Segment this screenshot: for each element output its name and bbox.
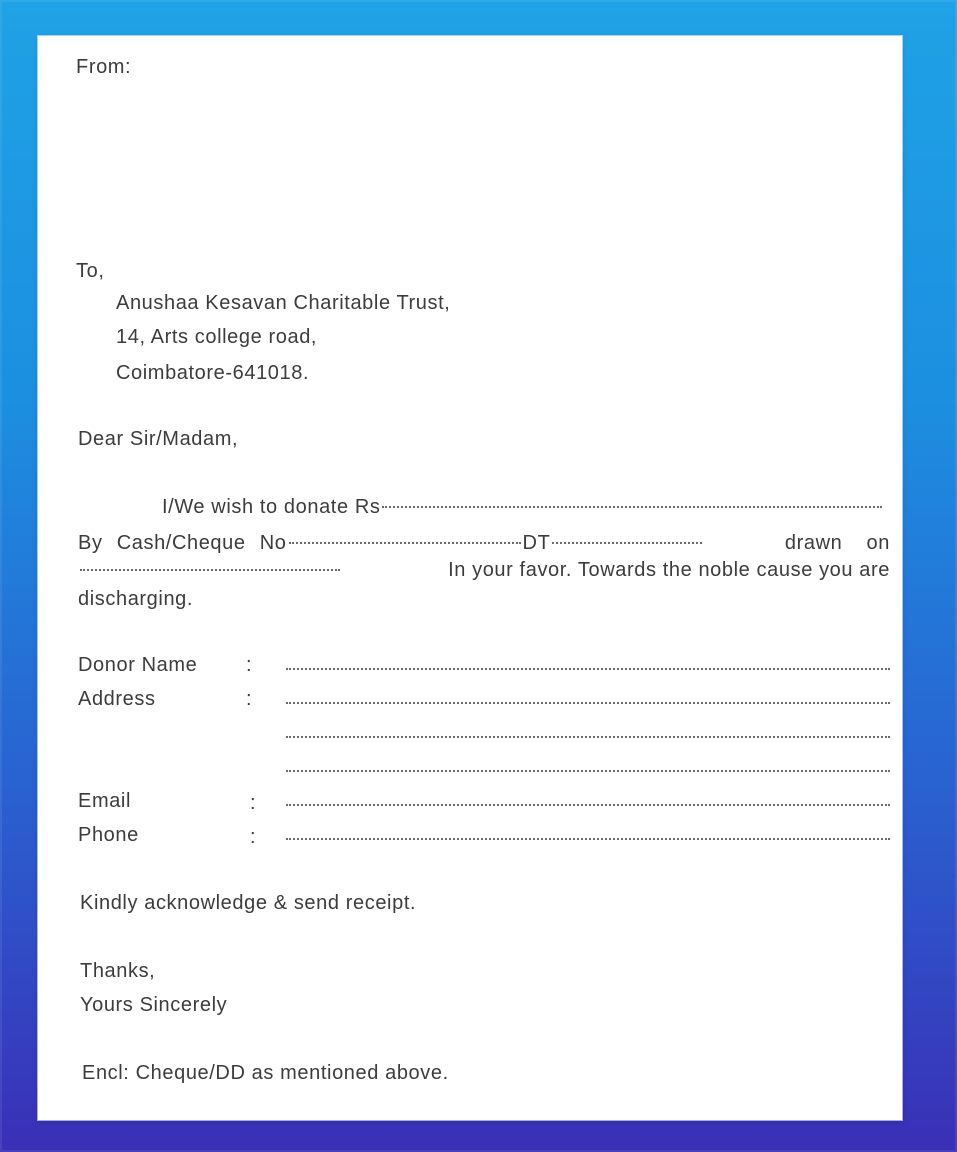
donor-name-label: Donor Name	[78, 654, 198, 676]
thanks-text: Thanks,	[80, 960, 156, 982]
salutation: Dear Sir/Madam,	[78, 428, 239, 450]
phone-field[interactable]	[286, 838, 890, 840]
to-label: To,	[76, 260, 105, 282]
address-field-line-1[interactable]	[286, 702, 890, 704]
by-cash-cheque-text: By Cash/Cheque No	[78, 532, 287, 554]
donate-text: I/We wish to donate Rs	[162, 496, 381, 518]
acknowledge-text: Kindly acknowledge & send receipt.	[80, 892, 417, 914]
bank-name-field[interactable]	[80, 569, 340, 571]
donor-name-field[interactable]	[286, 668, 890, 670]
cheque-date-field[interactable]	[552, 542, 702, 544]
email-label: Email	[78, 790, 132, 812]
email-field[interactable]	[286, 804, 890, 806]
cheque-line	[78, 532, 890, 555]
email-colon: :	[250, 792, 257, 814]
donation-amount-line	[162, 496, 884, 519]
favor-line	[78, 559, 890, 582]
donor-name-colon: :	[246, 654, 253, 676]
address-field-line-2[interactable]	[286, 736, 890, 738]
recipient-street: 14, Arts college road,	[116, 326, 318, 348]
address-colon: :	[246, 688, 253, 710]
drawn-on-text: drawn on	[784, 532, 890, 554]
recipient-name: Anushaa Kesavan Charitable Trust,	[116, 292, 451, 314]
address-label: Address	[78, 688, 156, 710]
phone-label: Phone	[78, 824, 139, 846]
from-label: From:	[76, 56, 132, 78]
recipient-city: Coimbatore-641018.	[116, 362, 310, 384]
discharging-text: discharging.	[78, 588, 194, 610]
favor-text: In your favor. Towards the noble cause you are	[448, 559, 890, 581]
address-field-line-3[interactable]	[286, 770, 890, 772]
phone-colon: :	[250, 826, 257, 848]
donation-form-sheet	[38, 36, 902, 1120]
donation-amount-field[interactable]	[382, 506, 882, 508]
enclosure-text: Encl: Cheque/DD as mentioned above.	[82, 1062, 449, 1084]
dt-text: DT	[522, 532, 551, 554]
closing-text: Yours Sincerely	[80, 994, 228, 1016]
cheque-number-field[interactable]	[289, 542, 521, 544]
